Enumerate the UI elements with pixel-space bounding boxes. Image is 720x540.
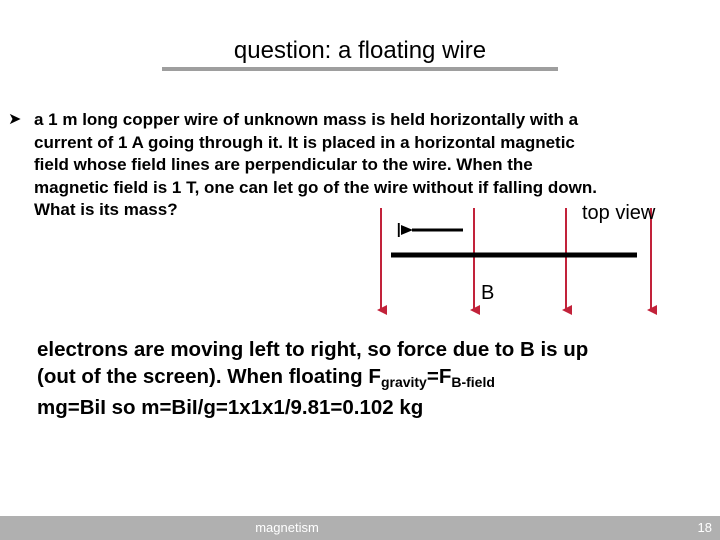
question-line: magnetic field is 1 T, one can let go of the wire without if falling down.	[34, 177, 597, 197]
question-line: field whose field lines are perpendicular to the wire. When the	[34, 155, 533, 174]
question-line: What is its mass?	[34, 200, 178, 219]
current-label: I	[396, 220, 402, 242]
answer-line: mg=BiI so m=BiI/g=1x1x1/9.81=0.102 kg	[37, 396, 424, 419]
answer-line	[37, 364, 588, 396]
page-title: question: a floating wire	[233, 37, 487, 64]
gravity-subscript: gravity	[380, 373, 427, 390]
answer-text	[37, 337, 588, 422]
bfield-subscript: B-field	[451, 373, 495, 390]
arrow-bullet-icon: ➤	[8, 111, 22, 128]
page-number: 18	[697, 520, 712, 535]
field-label: B	[481, 282, 495, 304]
answer-line-mid: =F	[426, 364, 452, 388]
footer-label: magnetism	[255, 520, 319, 535]
question-line: a 1 m long copper wire of unknown mass is held horizontally with a	[34, 110, 579, 129]
answer-line-prefix: (out of the screen). When floating F	[37, 364, 381, 388]
question-line: current of 1 A going through it. It is placed in a horizontal magnetic	[34, 132, 575, 152]
answer-line: electrons are moving left to right, so force due to B is up	[37, 338, 589, 361]
footer-bar	[0, 516, 720, 540]
top-view-label: top view	[582, 202, 656, 224]
